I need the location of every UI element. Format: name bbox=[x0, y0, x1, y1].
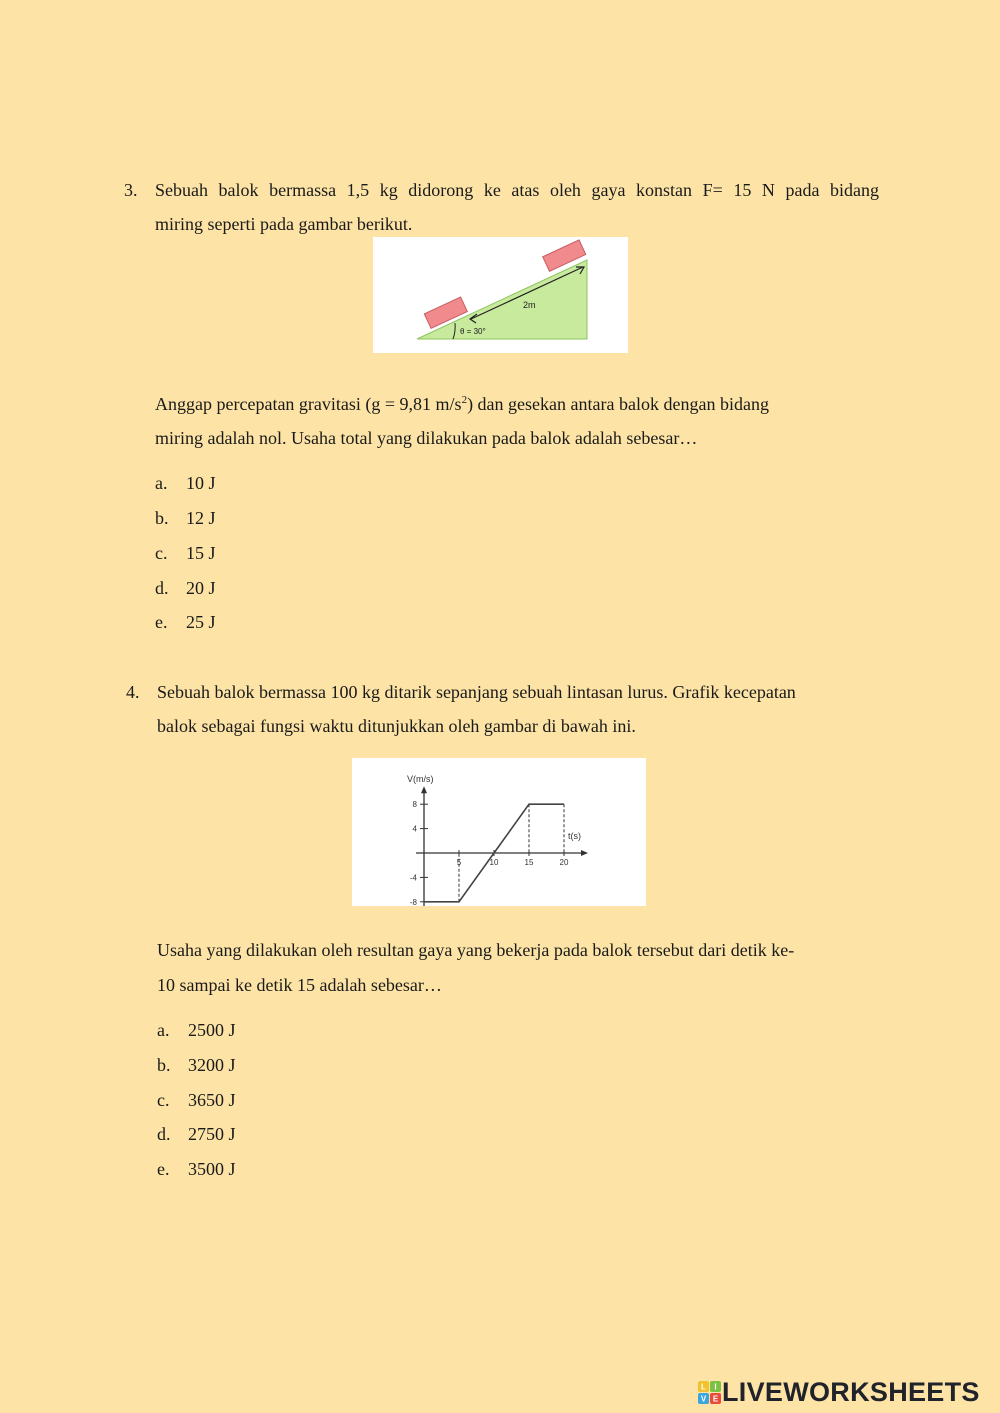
option-text: 2750 J bbox=[188, 1124, 236, 1144]
logo-icon-letter: L bbox=[701, 1382, 706, 1391]
brand-name: LIVEWORKSHEETS bbox=[722, 1377, 980, 1407]
velocity-time-graph bbox=[352, 758, 646, 906]
y-tick-label: -8 bbox=[409, 897, 417, 906]
x-tick-label: 10 bbox=[489, 858, 499, 867]
logo-icon-letter: E bbox=[712, 1394, 719, 1403]
x-axis-label: t(s) bbox=[568, 831, 581, 841]
liveworksheets-logo[interactable] bbox=[698, 1377, 980, 1408]
incline-diagram bbox=[373, 237, 628, 353]
question-follow-line: miring adalah nol. Usaha total yang dilakukan pada balok adalah sebesar… bbox=[155, 428, 698, 448]
y-tick-label: -4 bbox=[409, 873, 417, 883]
question-stem-line: miring seperti pada gambar berikut. bbox=[155, 214, 413, 234]
y-tick-label: 8 bbox=[412, 800, 417, 810]
answer-option-e[interactable] bbox=[157, 1159, 236, 1180]
option-letter: d. bbox=[155, 578, 169, 598]
answer-option-b[interactable] bbox=[155, 508, 216, 529]
option-text: 3650 J bbox=[188, 1090, 236, 1110]
option-letter: e. bbox=[157, 1159, 170, 1179]
y-tick-label: 4 bbox=[412, 824, 417, 834]
x-axis-arrowhead bbox=[581, 850, 588, 856]
answer-option-b[interactable] bbox=[157, 1055, 236, 1076]
question-number: 4. bbox=[126, 682, 140, 702]
incline-plane bbox=[417, 260, 587, 339]
x-tick-label: 20 bbox=[559, 858, 569, 867]
text-segment: ) dan gesekan antara balok dengan bidang bbox=[467, 394, 769, 414]
option-letter: c. bbox=[157, 1090, 170, 1110]
option-letter: b. bbox=[155, 508, 169, 528]
angle-label: θ = 30° bbox=[460, 327, 486, 336]
option-text: 3200 J bbox=[188, 1055, 236, 1075]
option-letter: e. bbox=[155, 612, 168, 632]
option-letter: b. bbox=[157, 1055, 171, 1075]
option-letter: d. bbox=[157, 1124, 171, 1144]
option-text: 20 J bbox=[186, 578, 216, 598]
answer-option-a[interactable] bbox=[155, 473, 216, 494]
option-letter: c. bbox=[155, 543, 168, 563]
x-tick-label: 15 bbox=[524, 858, 534, 867]
option-text: 15 J bbox=[186, 543, 216, 563]
answer-option-c[interactable] bbox=[157, 1090, 236, 1111]
logo-icon-letter: I bbox=[714, 1382, 717, 1391]
answer-option-c[interactable] bbox=[155, 543, 216, 564]
liveworksheets-logo-icon bbox=[698, 1381, 722, 1405]
answer-option-d[interactable] bbox=[157, 1124, 236, 1145]
answer-option-e[interactable] bbox=[155, 612, 216, 633]
option-text: 10 J bbox=[186, 473, 216, 493]
question-follow-line bbox=[155, 394, 769, 415]
option-text: 3500 J bbox=[188, 1159, 236, 1179]
option-text: 12 J bbox=[186, 508, 216, 528]
question-stem-line: Sebuah balok bermassa 100 kg ditarik sepanjang sebuah lintasan lurus. Grafik kecepatan bbox=[157, 682, 796, 702]
question-stem-line: Sebuah balok bermassa 1,5 kg didorong ke atas oleh gaya konstan F= 15 N pada bidang bbox=[155, 180, 879, 200]
question-follow-line: Usaha yang dilakukan oleh resultan gaya yang bekerja pada balok tersebut dari detik ke- bbox=[157, 940, 795, 960]
y-axis-label: V(m/s) bbox=[407, 774, 434, 785]
x-tick-label: 5 bbox=[456, 858, 462, 867]
option-text: 2500 J bbox=[188, 1020, 236, 1040]
option-letter: a. bbox=[155, 473, 168, 493]
logo-icon-letter: V bbox=[700, 1394, 707, 1403]
option-letter: a. bbox=[157, 1020, 170, 1040]
option-text: 25 J bbox=[186, 612, 216, 632]
answer-option-d[interactable] bbox=[155, 578, 216, 599]
answer-option-a[interactable] bbox=[157, 1020, 236, 1041]
distance-label: 2m bbox=[523, 300, 536, 310]
incline-figure bbox=[373, 237, 628, 353]
question-follow-line: 10 sampai ke detik 15 adalah sebesar… bbox=[157, 975, 442, 995]
text-segment: Anggap percepatan gravitasi (g = 9,81 m/s bbox=[155, 394, 462, 414]
question-number: 3. bbox=[124, 180, 138, 200]
question-stem-line: balok sebagai fungsi waktu ditunjukkan oleh gambar di bawah ini. bbox=[157, 716, 636, 736]
y-axis-arrowhead bbox=[421, 786, 427, 793]
velocity-time-chart bbox=[352, 758, 646, 906]
superscript: 2 bbox=[461, 394, 468, 406]
